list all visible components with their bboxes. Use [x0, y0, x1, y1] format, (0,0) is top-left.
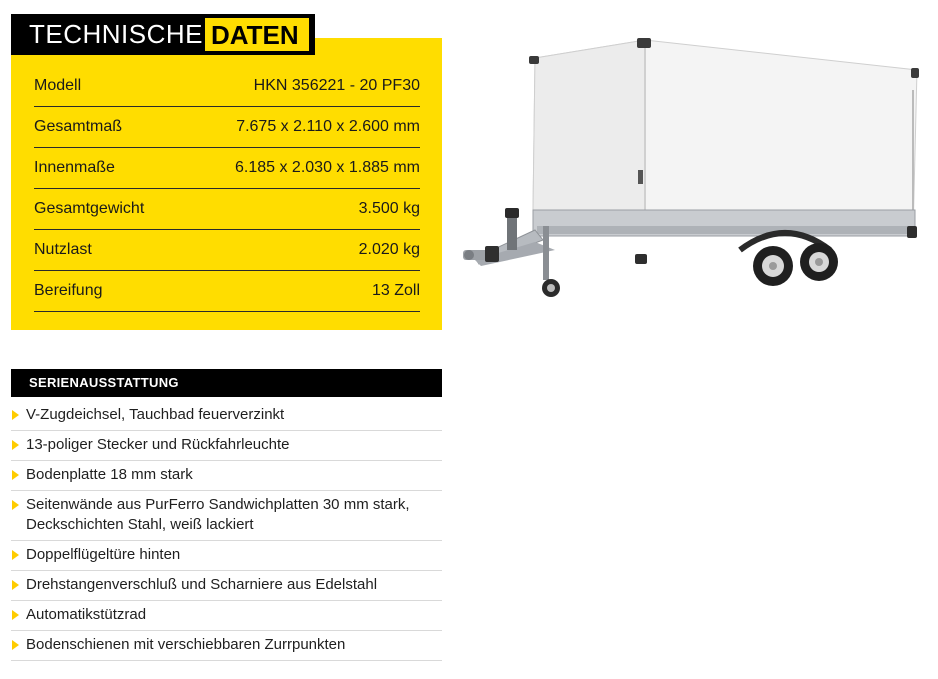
list-item-text: [26, 495, 410, 535]
technical-data-heading: [11, 14, 315, 55]
list-item: [11, 571, 442, 601]
list-item-text: Drehstangenverschluß und Scharniere aus Edelstahl: [26, 576, 378, 593]
list-item: [11, 461, 442, 491]
list-item: [11, 631, 442, 661]
trailer-image: [455, 30, 925, 320]
spec-label: Bereifung: [34, 282, 103, 299]
spec-label: Gesamtgewicht: [34, 200, 145, 217]
spec-value: 6.185 x 2.030 x 1.885 mm: [235, 159, 420, 176]
spec-row-nutzlast: [34, 230, 420, 271]
standard-equipment-heading: SERIENAUSSTATTUNG: [11, 369, 442, 397]
list-item: [11, 431, 442, 461]
list-item: [11, 491, 442, 541]
list-item-text: V-Zugdeichsel, Tauchbad feuerverzinkt: [26, 406, 285, 423]
spec-table: [34, 66, 420, 312]
spec-label: Modell: [34, 77, 82, 94]
spec-value: HKN 356221 - 20 PF30: [253, 77, 420, 94]
spec-row-modell: [34, 66, 420, 107]
list-item-line-2: Deckschichten Stahl, weiß lackiert: [26, 516, 254, 533]
list-item-text: Automatikstützrad: [26, 606, 147, 623]
triangle-bullet-icon: [12, 640, 19, 650]
standard-equipment-list: [11, 401, 442, 661]
triangle-bullet-icon: [12, 580, 19, 590]
spec-row-gesamtmass: [34, 107, 420, 148]
triangle-bullet-icon: [12, 550, 19, 560]
spec-row-gesamtgewicht: [34, 189, 420, 230]
spec-label: Innenmaße: [34, 159, 115, 176]
list-item: [11, 401, 442, 431]
spec-row-innenmasse: [34, 148, 420, 189]
list-item-text: 13-poliger Stecker und Rückfahrleuchte: [26, 436, 290, 453]
technical-data-panel: [11, 38, 442, 330]
triangle-bullet-icon: [12, 470, 19, 480]
spec-value: 7.675 x 2.110 x 2.600 mm: [236, 118, 420, 135]
triangle-bullet-icon: [12, 500, 19, 510]
triangle-bullet-icon: [12, 440, 19, 450]
spec-value: 13 Zoll: [371, 282, 420, 299]
list-item-text: Bodenplatte 18 mm stark: [26, 466, 193, 483]
triangle-bullet-icon: [12, 410, 19, 420]
list-item-text: Doppelflügeltüre hinten: [26, 546, 181, 563]
spec-value: 3.500 kg: [358, 200, 420, 217]
list-item-text: Bodenschienen mit verschiebbaren Zurrpunkten: [26, 636, 346, 653]
triangle-bullet-icon: [12, 610, 19, 620]
heading-part-2: DATEN: [205, 18, 309, 51]
heading-part-1: TECHNISCHE: [29, 19, 204, 49]
list-item: [11, 541, 442, 571]
list-item-line-1: Seitenwände aus PurFerro Sandwichplatten 30 mm stark,: [26, 496, 410, 513]
spec-value: 2.020 kg: [358, 241, 420, 258]
list-item: [11, 601, 442, 631]
spec-label: Gesamtmaß: [34, 118, 123, 135]
spec-label: Nutzlast: [34, 241, 92, 258]
spec-row-bereifung: [34, 271, 420, 312]
